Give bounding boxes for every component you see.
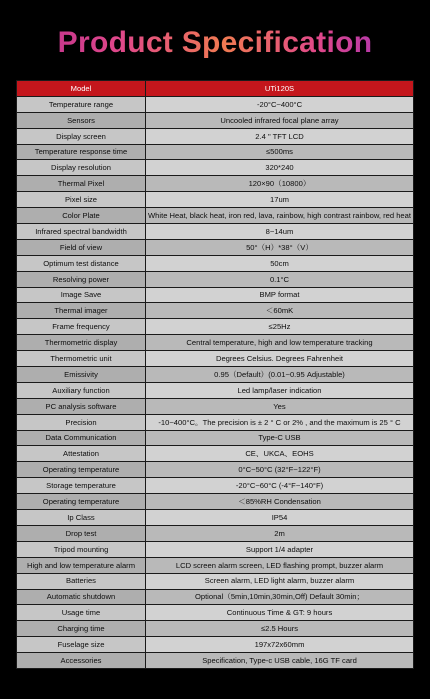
- spec-value: Continuous Time & GT: 9 hours: [146, 605, 414, 621]
- spec-label: Thermometric unit: [17, 351, 146, 367]
- spec-value: ＜85%RH Condensation: [146, 494, 414, 510]
- spec-label: Infrared spectral bandwidth: [17, 224, 146, 240]
- spec-label: Data Communication: [17, 430, 146, 446]
- spec-value: 0°C~50°C (32°F~122°F): [146, 462, 414, 478]
- spec-label: Pixel size: [17, 192, 146, 208]
- spec-value: Uncooled infrared focal plane array: [146, 112, 414, 128]
- table-row: [17, 144, 414, 160]
- table-row: [17, 589, 414, 605]
- table-row: [17, 224, 414, 240]
- spec-value: ≤25Hz: [146, 319, 414, 335]
- spec-value: CE、UKCA、EOHS: [146, 446, 414, 462]
- spec-label: Ip Class: [17, 510, 146, 526]
- spec-value: UTi120S: [146, 81, 414, 97]
- table-row: [17, 192, 414, 208]
- table-row: [17, 478, 414, 494]
- spec-value: Support 1/4 adapter: [146, 541, 414, 557]
- spec-value: White Heat, black heat, iron red, lava, rainbow, high contrast rainbow, red heat: [146, 208, 414, 224]
- table-row: [17, 382, 414, 398]
- spec-label: Model: [17, 81, 146, 97]
- table-row: [17, 335, 414, 351]
- spec-value: ≤2.5 Hours: [146, 621, 414, 637]
- table-row: [17, 96, 414, 112]
- spec-label: Optimum test distance: [17, 255, 146, 271]
- spec-label: Thermometric display: [17, 335, 146, 351]
- spec-value: 17um: [146, 192, 414, 208]
- spec-value: Yes: [146, 398, 414, 414]
- spec-value: Degrees Celsius. Degrees Fahrenheit: [146, 351, 414, 367]
- table-row: [17, 605, 414, 621]
- table-row: [17, 510, 414, 526]
- spec-value: Central temperature, high and low temperature tracking: [146, 335, 414, 351]
- spec-value: 0.95（Default）(0.01~0.95 Adjustable): [146, 367, 414, 383]
- spec-label: Thermal Pixel: [17, 176, 146, 192]
- page-title: Product Specification: [0, 26, 430, 60]
- spec-value: 197x72x60mm: [146, 637, 414, 653]
- spec-label: Charging time: [17, 621, 146, 637]
- table-row: [17, 653, 414, 669]
- spec-label: Precision: [17, 414, 146, 430]
- spec-label: Sensors: [17, 112, 146, 128]
- spec-label: Usage time: [17, 605, 146, 621]
- spec-label: Operating temperature: [17, 494, 146, 510]
- spec-value: Optional（5min,10min,30min,Off) Default 30min；: [146, 589, 414, 605]
- table-row: [17, 271, 414, 287]
- spec-value: 8~14um: [146, 224, 414, 240]
- spec-value: 50cm: [146, 255, 414, 271]
- spec-value: 2m: [146, 525, 414, 541]
- spec-value: Led lamp/laser indication: [146, 382, 414, 398]
- spec-label: Accessories: [17, 653, 146, 669]
- table-row: [17, 414, 414, 430]
- spec-value: -20°C~400°C: [146, 96, 414, 112]
- spec-label: PC analysis software: [17, 398, 146, 414]
- table-row: [17, 541, 414, 557]
- table-row: [17, 255, 414, 271]
- table-row: [17, 208, 414, 224]
- spec-value: Screen alarm, LED light alarm, buzzer alarm: [146, 573, 414, 589]
- table-row: [17, 573, 414, 589]
- spec-value: IP54: [146, 510, 414, 526]
- spec-table: [16, 80, 414, 669]
- spec-value: 120×90（10800）: [146, 176, 414, 192]
- table-row: [17, 557, 414, 573]
- table-row: [17, 621, 414, 637]
- table-row: [17, 430, 414, 446]
- table-row: [17, 525, 414, 541]
- spec-value: 0.1°C: [146, 271, 414, 287]
- spec-label: Frame frequency: [17, 319, 146, 335]
- spec-label: Display screen: [17, 128, 146, 144]
- table-row: [17, 176, 414, 192]
- spec-value: ≤500ms: [146, 144, 414, 160]
- spec-value: ＜60mK: [146, 303, 414, 319]
- spec-value: 50°（H）*38°（V）: [146, 239, 414, 255]
- spec-value: -10~400°C。The precision is ± 2 ° C or 2% , and the maximum is 25 ° C: [146, 414, 414, 430]
- spec-value: LCD screen alarm screen, LED flashing prompt, buzzer alarm: [146, 557, 414, 573]
- table-row: [17, 239, 414, 255]
- table-header-row: [17, 81, 414, 97]
- table-row: [17, 319, 414, 335]
- spec-label: Auxiliary function: [17, 382, 146, 398]
- spec-label: Attestation: [17, 446, 146, 462]
- spec-label: Resolving power: [17, 271, 146, 287]
- table-row: [17, 351, 414, 367]
- spec-label: Operating temperature: [17, 462, 146, 478]
- table-row: [17, 446, 414, 462]
- table-row: [17, 287, 414, 303]
- spec-label: Storage temperature: [17, 478, 146, 494]
- spec-value: Specification, Type-c USB cable, 16G TF card: [146, 653, 414, 669]
- table-row: [17, 462, 414, 478]
- table-row: [17, 303, 414, 319]
- spec-value: -20°C~60°C (-4°F~140°F): [146, 478, 414, 494]
- spec-label: Color Plate: [17, 208, 146, 224]
- spec-label: Batteries: [17, 573, 146, 589]
- table-row: [17, 367, 414, 383]
- table-row: [17, 494, 414, 510]
- table-row: [17, 160, 414, 176]
- spec-label: Field of view: [17, 239, 146, 255]
- table-row: [17, 398, 414, 414]
- spec-value: BMP format: [146, 287, 414, 303]
- spec-label: Display resolution: [17, 160, 146, 176]
- spec-label: Drop test: [17, 525, 146, 541]
- spec-label: Image Save: [17, 287, 146, 303]
- spec-label: Temperature range: [17, 96, 146, 112]
- spec-label: Fuselage size: [17, 637, 146, 653]
- table-row: [17, 128, 414, 144]
- spec-label: High and low temperature alarm: [17, 557, 146, 573]
- spec-value: Type-C USB: [146, 430, 414, 446]
- table-row: [17, 112, 414, 128]
- spec-value: 320*240: [146, 160, 414, 176]
- spec-label: Temperature response time: [17, 144, 146, 160]
- spec-label: Emissivity: [17, 367, 146, 383]
- table-row: [17, 637, 414, 653]
- spec-label: Tripod mounting: [17, 541, 146, 557]
- spec-label: Thermal imager: [17, 303, 146, 319]
- spec-label: Automatic shutdown: [17, 589, 146, 605]
- spec-value: 2.4 " TFT LCD: [146, 128, 414, 144]
